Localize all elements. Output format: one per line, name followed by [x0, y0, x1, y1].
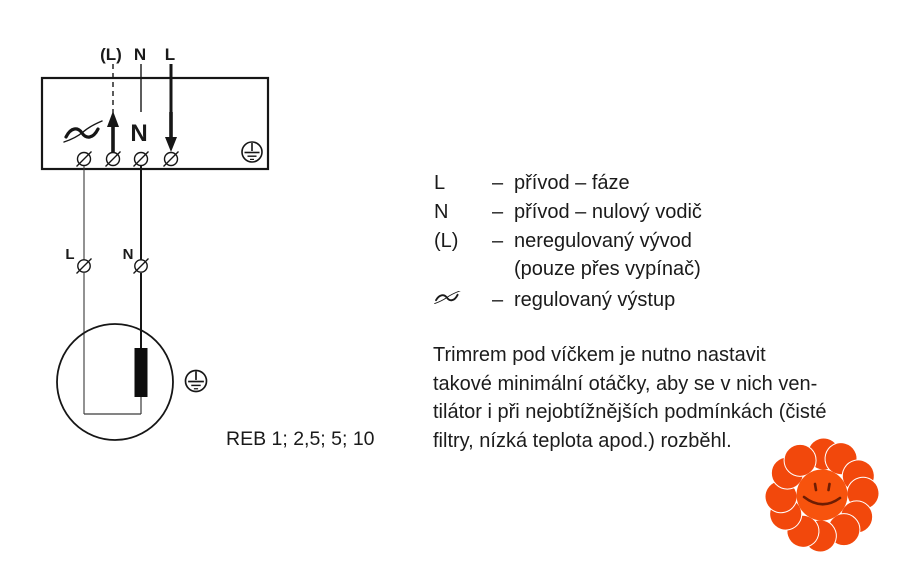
regulated-output-icon: [434, 291, 461, 306]
top-label-neutral: N: [133, 45, 147, 64]
legend-dash: –: [492, 200, 504, 223]
box-neutral-label: N: [130, 120, 148, 147]
legend-text: regulovaný výstup: [514, 289, 676, 312]
legend-dash: –: [492, 289, 504, 312]
legend-row: [434, 227, 702, 256]
legend-row: [434, 169, 702, 198]
legend-symbol: N: [434, 200, 449, 223]
legend-symbol: L: [434, 172, 446, 194]
terminal-screw-icon: [134, 152, 149, 167]
legend-text: neregulovaný vývod: [514, 229, 692, 252]
legend-symbol: [434, 284, 492, 313]
terminal-screw-icon: [134, 259, 149, 274]
wire-label-neutral: N: [122, 246, 134, 263]
diagram-caption: REB 1; 2,5; 5; 10: [226, 428, 375, 450]
note-line: takové minimální otáčky, aby se v nich ven-: [433, 372, 818, 395]
note-line: tilátor i při nejobtížnějších podmínkách (čisté: [433, 401, 827, 424]
legend-symbol: (L): [434, 229, 459, 252]
motor-winding: [135, 348, 148, 397]
earth-ground-icon: [186, 371, 207, 392]
note-line: filtry, nízká teplota apod.) rozběhl.: [433, 430, 732, 453]
flower-face: [797, 470, 848, 521]
regulated-output-icon: [64, 121, 102, 142]
terminal-screw-icon: [77, 152, 92, 167]
legend-row: [434, 198, 702, 227]
arrow-up-icon: [107, 111, 119, 153]
legend-text: přívod – nulový vodič: [514, 200, 702, 223]
earth-ground-icon: [242, 142, 262, 162]
note-line: Trimrem pod víčkem je nutno nastavit: [433, 344, 766, 366]
terminal-screw-icon: [164, 152, 179, 167]
terminal-screw-icon: [77, 259, 92, 274]
wiring-diagram: [0, 0, 420, 470]
top-label-switched-live: (L): [100, 45, 122, 64]
motor-circle: [57, 324, 173, 440]
legend-row: [434, 255, 702, 284]
legend-text: přívod – fáze: [514, 172, 630, 194]
legend-text: (pouze přes vypínač): [514, 258, 701, 281]
wire-label-live: L: [65, 246, 75, 263]
legend-dash: –: [492, 172, 504, 194]
terminal-screw-icon: [106, 152, 121, 167]
top-label-live: L: [164, 45, 176, 64]
controller-box: [42, 45, 268, 169]
legend-dash: –: [492, 229, 504, 252]
legend: [434, 169, 702, 313]
motor-wires: [84, 166, 141, 414]
arrow-down-icon: [165, 112, 177, 152]
flower-icon: [752, 429, 892, 561]
legend-row: [434, 284, 702, 313]
